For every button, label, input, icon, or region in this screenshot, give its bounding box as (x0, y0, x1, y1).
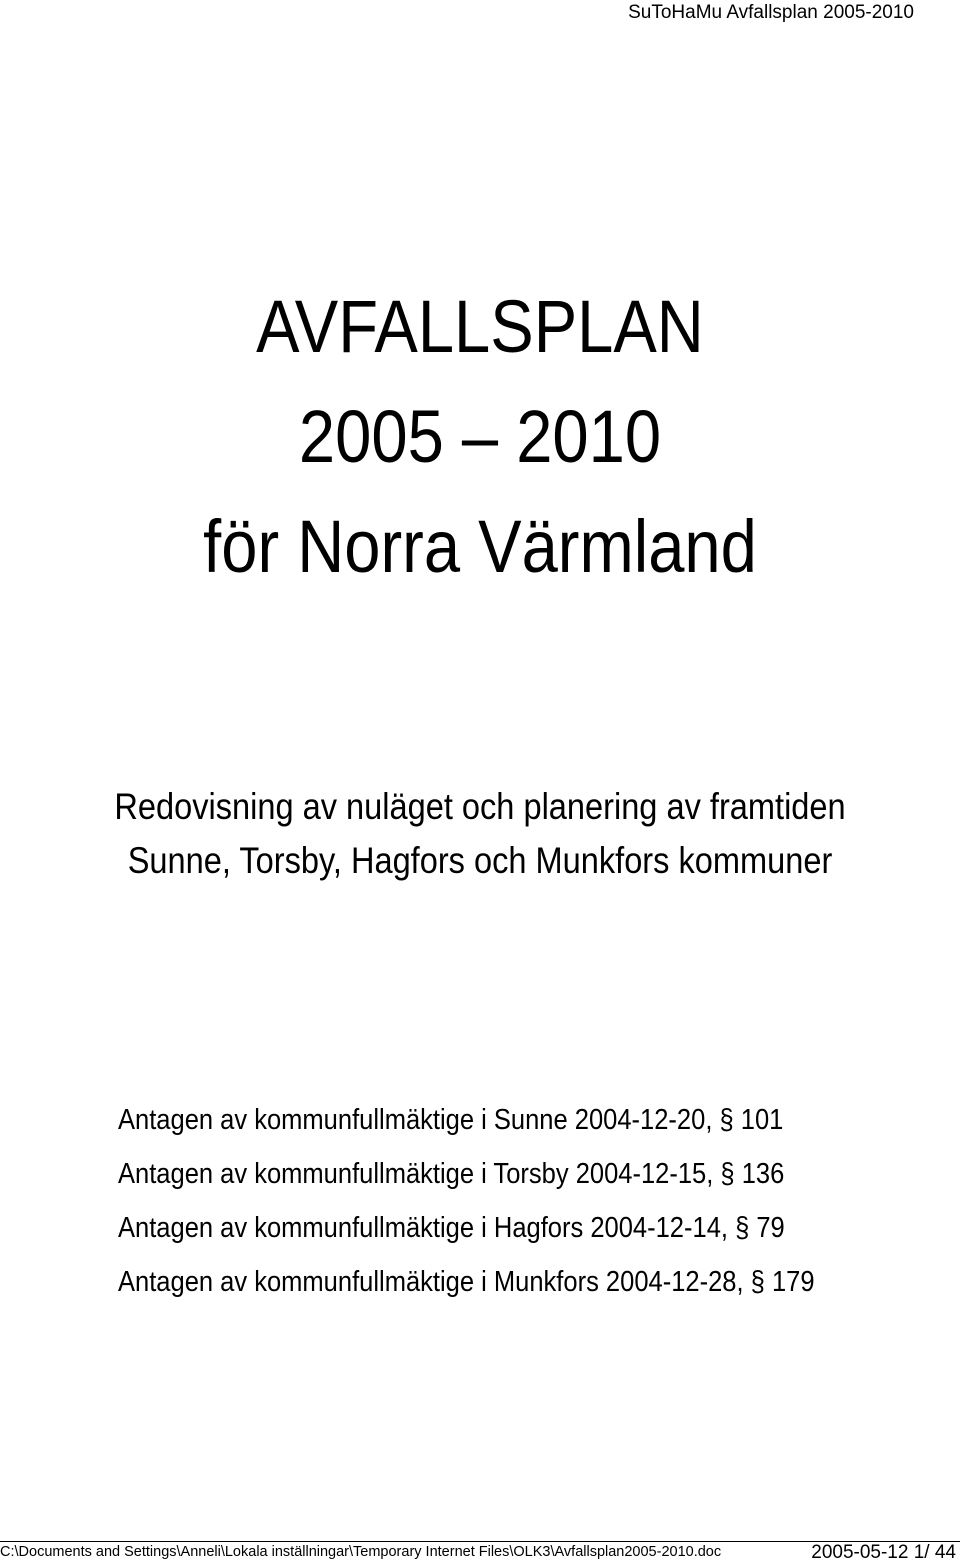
adoption-list (118, 1093, 910, 1309)
subtitle-line-2: Sunne, Torsby, Hagfors och Munkfors kommuner (127, 840, 833, 881)
adoption-torsby: Antagen av kommunfullmäktige i Torsby 2004-12-15, § 136 (118, 1158, 785, 1190)
running-header (628, 2, 914, 24)
running-title: SuToHaMu Avfallsplan 2005-2010 (628, 2, 914, 23)
title-line-2: 2005 – 2010 (298, 395, 662, 478)
footer-page-number: 1/ 44 (913, 1542, 956, 1563)
page-footer (0, 1541, 960, 1566)
footer-file-path: C:\Documents and Settings\Anneli\Lokala inställningar\Temporary Internet Files\OLK3\Avfallsplan2005-2010.doc (0, 1544, 722, 1560)
title-line-3: för Norra Värmland (203, 505, 757, 588)
title-line-1: AVFALLSPLAN (256, 285, 704, 368)
adoption-munkfors: Antagen av kommunfullmäktige i Munkfors 2004-12-28, § 179 (118, 1266, 815, 1298)
document-title (0, 272, 960, 602)
footer-date-page (811, 1542, 956, 1564)
footer-date: 2005-05-12 (811, 1542, 909, 1563)
adoption-hagfors: Antagen av kommunfullmäktige i Hagfors 2004-12-14, § 79 (118, 1212, 785, 1244)
document-subtitle (0, 780, 960, 888)
subtitle-line-1: Redovisning av nuläget och planering av framtiden (114, 786, 846, 827)
adoption-sunne: Antagen av kommunfullmäktige i Sunne 2004-12-20, § 101 (118, 1104, 784, 1136)
